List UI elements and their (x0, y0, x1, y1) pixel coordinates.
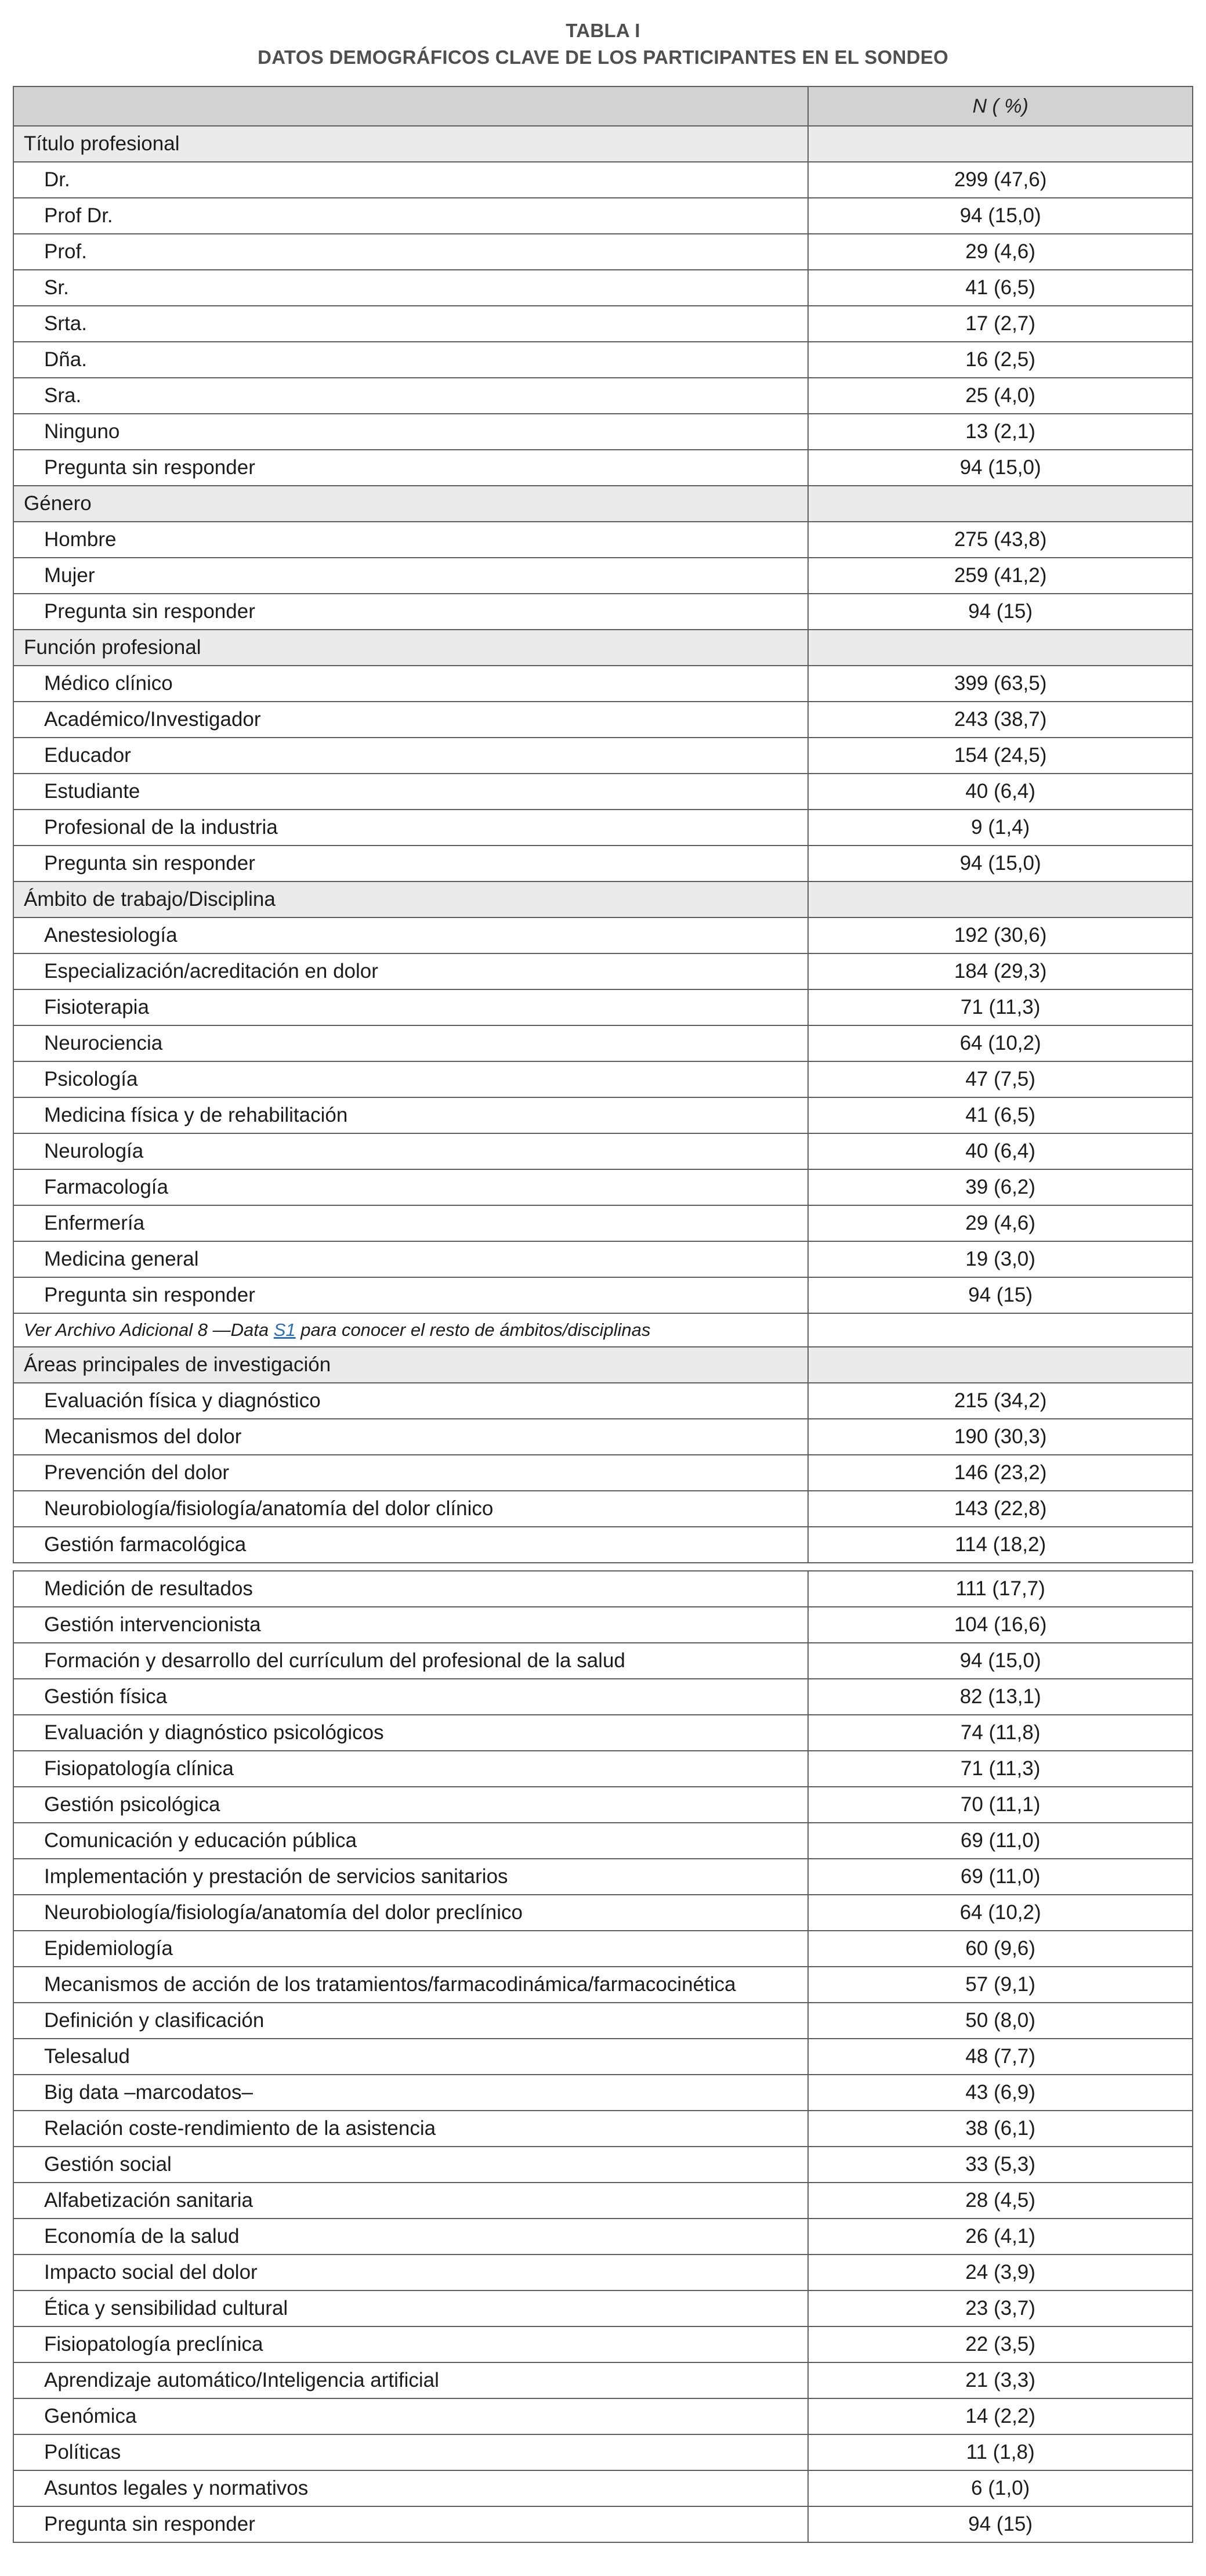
row-label: Impacto social del dolor (13, 2255, 808, 2290)
row-value: 17 (2,7) (808, 306, 1193, 342)
row-value: 104 (16,6) (808, 1607, 1193, 1643)
row-value: 13 (2,1) (808, 414, 1193, 450)
row-value: 64 (10,2) (808, 1025, 1193, 1061)
row-label: Aprendizaje automático/Inteligencia artificial (13, 2362, 808, 2398)
row-label: Evaluación física y diagnóstico (13, 1383, 808, 1419)
table-row (13, 1787, 1193, 1823)
row-value: 41 (6,5) (808, 1097, 1193, 1133)
table-row (13, 162, 1193, 198)
row-label: Académico/Investigador (13, 702, 808, 738)
table-row (13, 2398, 1193, 2434)
row-value: 16 (2,5) (808, 342, 1193, 378)
section-header-empty-cell (808, 486, 1193, 522)
table-row (13, 2003, 1193, 2039)
row-label: Fisiopatología clínica (13, 1751, 808, 1787)
row-value: 71 (11,3) (808, 989, 1193, 1025)
row-label: Comunicación y educación pública (13, 1823, 808, 1859)
row-label: Fisiopatología preclínica (13, 2326, 808, 2362)
table-row (13, 1895, 1193, 1931)
row-label: Alfabetización sanitaria (13, 2183, 808, 2219)
row-value: 94 (15,0) (808, 1643, 1193, 1679)
section-header-empty-cell (808, 881, 1193, 917)
row-value: 215 (34,2) (808, 1383, 1193, 1419)
row-label: Enfermería (13, 1205, 808, 1241)
row-value: 38 (6,1) (808, 2111, 1193, 2147)
row-value: 275 (43,8) (808, 522, 1193, 558)
row-value: 94 (15) (808, 1277, 1193, 1313)
row-value: 48 (7,7) (808, 2039, 1193, 2075)
row-value: 74 (11,8) (808, 1715, 1193, 1751)
row-value: 70 (11,1) (808, 1787, 1193, 1823)
table-row (13, 1025, 1193, 1061)
row-value: 259 (41,2) (808, 558, 1193, 594)
table-row (13, 234, 1193, 270)
table-row (13, 306, 1193, 342)
row-value: 184 (29,3) (808, 953, 1193, 989)
row-value: 26 (4,1) (808, 2219, 1193, 2255)
table-row (13, 1715, 1193, 1751)
demographics-table-part-1 (13, 86, 1193, 1563)
row-value: 39 (6,2) (808, 1169, 1193, 1205)
row-label: Farmacología (13, 1169, 808, 1205)
table-row (13, 1751, 1193, 1787)
table-row (13, 1133, 1193, 1169)
row-value: 33 (5,3) (808, 2147, 1193, 2183)
table-row (13, 666, 1193, 702)
table-body-part-2 (13, 1571, 1193, 2542)
row-label: Pregunta sin responder (13, 450, 808, 486)
table-row (13, 270, 1193, 306)
row-label: Evaluación y diagnóstico psicológicos (13, 1715, 808, 1751)
row-label: Hombre (13, 522, 808, 558)
row-label: Dr. (13, 162, 808, 198)
table-row (13, 846, 1193, 881)
row-label: Dña. (13, 342, 808, 378)
row-label: Mujer (13, 558, 808, 594)
row-label: Gestión psicológica (13, 1787, 808, 1823)
page-break-gap (13, 1563, 1193, 1570)
table-note-row (13, 1313, 1193, 1347)
row-value: 23 (3,7) (808, 2290, 1193, 2326)
table-row (13, 1061, 1193, 1097)
row-label: Srta. (13, 306, 808, 342)
table-row (13, 1643, 1193, 1679)
row-label: Big data –marcodatos– (13, 2075, 808, 2111)
row-value: 40 (6,4) (808, 774, 1193, 810)
section-header-row (13, 486, 1193, 522)
row-label: Sr. (13, 270, 808, 306)
demographics-table-part-2 (13, 1570, 1193, 2543)
row-value: 6 (1,0) (808, 2470, 1193, 2506)
row-label: Medición de resultados (13, 1571, 808, 1607)
table-row (13, 1169, 1193, 1205)
row-label: Medicina física y de rehabilitación (13, 1097, 808, 1133)
row-label: Genómica (13, 2398, 808, 2434)
row-label: Fisioterapia (13, 989, 808, 1025)
row-label: Gestión intervencionista (13, 1607, 808, 1643)
table-row (13, 989, 1193, 1025)
table-row (13, 1241, 1193, 1277)
section-header-label: Título profesional (13, 126, 808, 162)
row-value: 28 (4,5) (808, 2183, 1193, 2219)
row-label: Definición y clasificación (13, 2003, 808, 2039)
table-row (13, 1277, 1193, 1313)
row-value: 29 (4,6) (808, 1205, 1193, 1241)
row-label: Médico clínico (13, 666, 808, 702)
table-subtitle: DATOS DEMOGRÁFICOS CLAVE DE LOS PARTICIPANTES EN EL SONDEO (258, 46, 948, 68)
row-label: Neurociencia (13, 1025, 808, 1061)
table-row (13, 522, 1193, 558)
row-label: Asuntos legales y normativos (13, 2470, 808, 2506)
section-header-label: Género (13, 486, 808, 522)
row-value: 41 (6,5) (808, 270, 1193, 306)
row-value: 14 (2,2) (808, 2398, 1193, 2434)
section-header-empty-cell (808, 126, 1193, 162)
table-row (13, 2326, 1193, 2362)
note-text-post: para conocer el resto de ámbitos/disciplinas (295, 1320, 651, 1340)
row-value: 24 (3,9) (808, 2255, 1193, 2290)
table-row (13, 414, 1193, 450)
row-label: Relación coste-rendimiento de la asistencia (13, 2111, 808, 2147)
row-value: 94 (15,0) (808, 450, 1193, 486)
row-label: Telesalud (13, 2039, 808, 2075)
row-label: Anestesiología (13, 917, 808, 953)
row-value: 243 (38,7) (808, 702, 1193, 738)
row-label: Ninguno (13, 414, 808, 450)
table-row (13, 1527, 1193, 1563)
label-column-header (13, 86, 808, 126)
table-body-part-1 (13, 126, 1193, 1563)
table-row (13, 917, 1193, 953)
row-label: Formación y desarrollo del currículum del profesional de la salud (13, 1643, 808, 1679)
section-header-row (13, 126, 1193, 162)
row-value: 111 (17,7) (808, 1571, 1193, 1607)
section-header-label: Ámbito de trabajo/Disciplina (13, 881, 808, 917)
table-row (13, 738, 1193, 774)
table-row (13, 1383, 1193, 1419)
row-label: Pregunta sin responder (13, 846, 808, 881)
row-value: 19 (3,0) (808, 1241, 1193, 1277)
table-row (13, 1205, 1193, 1241)
table-row (13, 1491, 1193, 1527)
row-label: Gestión social (13, 2147, 808, 2183)
table-row (13, 1419, 1193, 1455)
table-row (13, 2470, 1193, 2506)
row-value: 22 (3,5) (808, 2326, 1193, 2362)
row-value: 146 (23,2) (808, 1455, 1193, 1491)
row-value: 94 (15,0) (808, 198, 1193, 234)
table-row (13, 810, 1193, 846)
row-value: 57 (9,1) (808, 1967, 1193, 2003)
row-value: 21 (3,3) (808, 2362, 1193, 2398)
row-label: Epidemiología (13, 1931, 808, 1967)
row-value: 29 (4,6) (808, 234, 1193, 270)
row-label: Pregunta sin responder (13, 594, 808, 630)
row-value: 192 (30,6) (808, 917, 1193, 953)
row-label: Gestión física (13, 1679, 808, 1715)
row-value: 50 (8,0) (808, 2003, 1193, 2039)
row-label: Gestión farmacológica (13, 1527, 808, 1563)
section-header-label: Función profesional (13, 630, 808, 666)
row-value: 190 (30,3) (808, 1419, 1193, 1455)
row-value: 154 (24,5) (808, 738, 1193, 774)
column-header-row (13, 86, 1193, 126)
table-row (13, 594, 1193, 630)
table-row (13, 378, 1193, 414)
row-label: Especialización/acreditación en dolor (13, 953, 808, 989)
table-row (13, 2506, 1193, 2542)
row-value: 299 (47,6) (808, 162, 1193, 198)
row-value: 47 (7,5) (808, 1061, 1193, 1097)
section-header-empty-cell (808, 630, 1193, 666)
row-label: Neurobiología/fisiología/anatomía del dolor preclínico (13, 1895, 808, 1931)
table-row (13, 2362, 1193, 2398)
row-label: Neurobiología/fisiología/anatomía del dolor clínico (13, 1491, 808, 1527)
row-label: Prof. (13, 234, 808, 270)
row-label: Economía de la salud (13, 2219, 808, 2255)
section-header-row (13, 881, 1193, 917)
row-value: 82 (13,1) (808, 1679, 1193, 1715)
section-header-label: Áreas principales de investigación (13, 1347, 808, 1383)
table-row (13, 1097, 1193, 1133)
table-row (13, 1823, 1193, 1859)
table-row (13, 2111, 1193, 2147)
row-label: Educador (13, 738, 808, 774)
table-row (13, 1455, 1193, 1491)
table-row (13, 774, 1193, 810)
row-value: 114 (18,2) (808, 1527, 1193, 1563)
table-row (13, 1571, 1193, 1607)
table-row (13, 558, 1193, 594)
table-row (13, 2183, 1193, 2219)
row-value: 94 (15) (808, 594, 1193, 630)
table-row (13, 1607, 1193, 1643)
table-title: TABLA I (566, 20, 640, 41)
section-header-row (13, 630, 1193, 666)
row-label: Implementación y prestación de servicios sanitarios (13, 1859, 808, 1895)
table-row (13, 702, 1193, 738)
row-value: 60 (9,6) (808, 1931, 1193, 1967)
row-value: 69 (11,0) (808, 1823, 1193, 1859)
row-label: Estudiante (13, 774, 808, 810)
row-label: Pregunta sin responder (13, 2506, 808, 2542)
note-text-pre: Ver Archivo Adicional 8 —Data (24, 1320, 274, 1340)
table-row (13, 2075, 1193, 2111)
row-value: 71 (11,3) (808, 1751, 1193, 1787)
table-row (13, 1859, 1193, 1895)
row-value: 94 (15,0) (808, 846, 1193, 881)
section-header-row (13, 1347, 1193, 1383)
row-value: 11 (1,8) (808, 2434, 1193, 2470)
value-column-header: N ( %) (808, 86, 1193, 126)
table-row (13, 2255, 1193, 2290)
table-row (13, 2147, 1193, 2183)
table-row (13, 953, 1193, 989)
row-value: 94 (15) (808, 2506, 1193, 2542)
table-row (13, 1967, 1193, 2003)
table-note (13, 1313, 808, 1347)
row-label: Psicología (13, 1061, 808, 1097)
table-row (13, 198, 1193, 234)
note-link-s1[interactable]: S1 (273, 1320, 296, 1340)
row-label: Ética y sensibilidad cultural (13, 2290, 808, 2326)
row-value: 69 (11,0) (808, 1859, 1193, 1895)
table-row (13, 2219, 1193, 2255)
row-value: 40 (6,4) (808, 1133, 1193, 1169)
row-value: 43 (6,9) (808, 2075, 1193, 2111)
table-row (13, 342, 1193, 378)
row-label: Sra. (13, 378, 808, 414)
row-label: Mecanismos del dolor (13, 1419, 808, 1455)
row-label: Pregunta sin responder (13, 1277, 808, 1313)
row-value: 143 (22,8) (808, 1491, 1193, 1527)
table-row (13, 2290, 1193, 2326)
section-header-empty-cell (808, 1347, 1193, 1383)
table-row (13, 2434, 1193, 2470)
row-value: 9 (1,4) (808, 810, 1193, 846)
table-caption (13, 17, 1193, 71)
table-row (13, 450, 1193, 486)
table-row (13, 2039, 1193, 2075)
table-row (13, 1679, 1193, 1715)
row-label: Mecanismos de acción de los tratamientos/farmacodinámica/farmacocinética (13, 1967, 808, 2003)
row-label: Prof Dr. (13, 198, 808, 234)
row-label: Políticas (13, 2434, 808, 2470)
row-value: 399 (63,5) (808, 666, 1193, 702)
row-label: Profesional de la industria (13, 810, 808, 846)
row-label: Prevención del dolor (13, 1455, 808, 1491)
row-value: 25 (4,0) (808, 378, 1193, 414)
note-empty-cell (808, 1313, 1193, 1347)
row-label: Neurología (13, 1133, 808, 1169)
row-value: 64 (10,2) (808, 1895, 1193, 1931)
row-label: Medicina general (13, 1241, 808, 1277)
table-row (13, 1931, 1193, 1967)
